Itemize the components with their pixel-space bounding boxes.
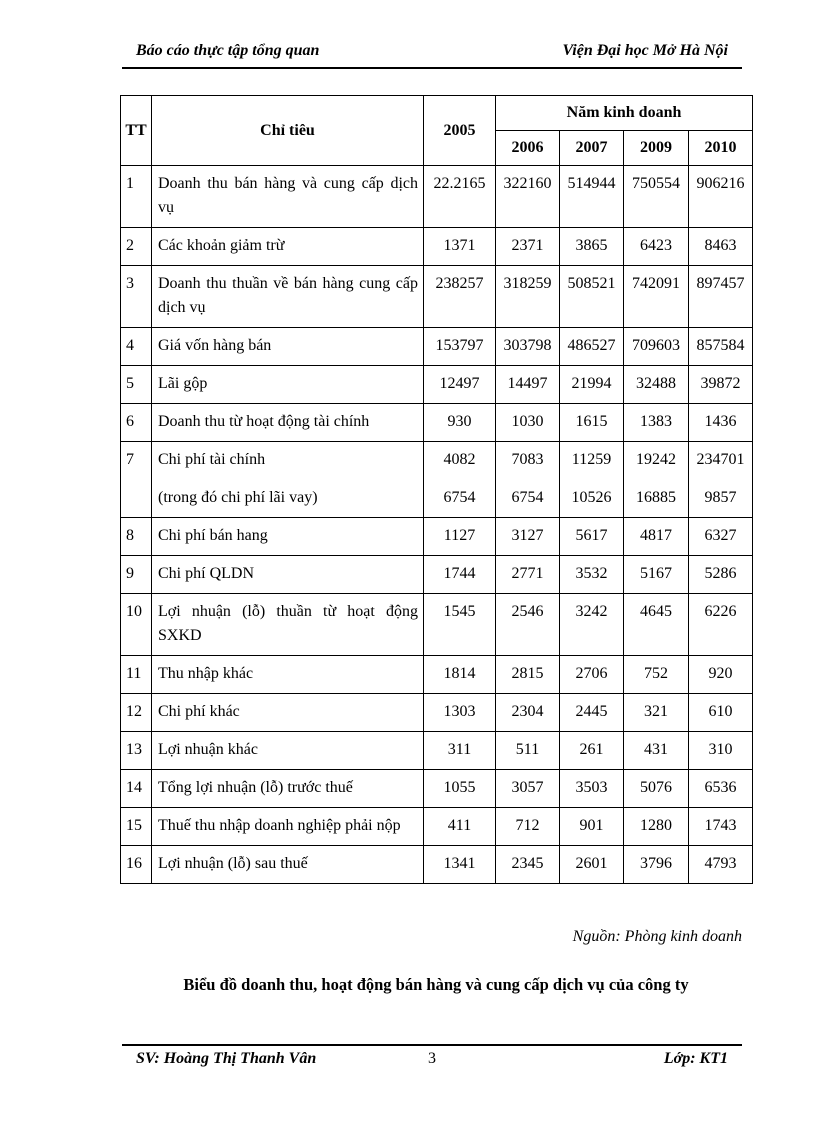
- row-number-cell: 11: [121, 656, 152, 694]
- indicator-label: Lợi nhuận (lỗ) sau thuế: [158, 855, 308, 872]
- value-cell: [689, 518, 753, 556]
- value: 22.2165: [433, 175, 486, 192]
- indicator-cell: [152, 846, 424, 884]
- row-number-cell: 6: [121, 404, 152, 442]
- value-cell: [424, 770, 496, 808]
- indicator-cell: [152, 594, 424, 656]
- value: 2815: [511, 665, 544, 682]
- row-number-cell: 4: [121, 328, 152, 366]
- value-cell: [496, 594, 560, 656]
- value: 901: [579, 817, 604, 834]
- secondary-value: 6754: [443, 489, 476, 506]
- indicator-label: Doanh thu bán hàng và cung cấp dịch vụ: [158, 175, 418, 216]
- column-header-year: 2007: [560, 131, 624, 166]
- secondary-value: 6754: [511, 489, 544, 506]
- value-cell: [560, 846, 624, 884]
- value: 750554: [632, 175, 680, 192]
- table-row: [121, 518, 753, 556]
- row-number-cell: 3: [121, 266, 152, 328]
- value: 310: [708, 741, 733, 758]
- value-cell: [496, 808, 560, 846]
- value-cell: [689, 366, 753, 404]
- value-cell: [496, 732, 560, 770]
- table-row: [121, 166, 753, 228]
- value: 2445: [575, 703, 608, 720]
- value-cell: [560, 656, 624, 694]
- value: 514944: [567, 175, 616, 192]
- value-cell: [689, 166, 753, 228]
- value-cell: [624, 694, 689, 732]
- indicator-cell: [152, 656, 424, 694]
- value-cell: [624, 366, 689, 404]
- indicator-label: Các khoản giảm trừ: [158, 237, 285, 254]
- value-cell: [560, 518, 624, 556]
- value-cell: [624, 404, 689, 442]
- row-number-cell: 2: [121, 228, 152, 266]
- column-header-year: 2009: [624, 131, 689, 166]
- table-row: [121, 556, 753, 594]
- value-cell: [496, 694, 560, 732]
- table-row: [121, 366, 753, 404]
- value-cell: [624, 808, 689, 846]
- column-header-nam-kinh-doanh: Năm kinh doanh: [496, 96, 753, 131]
- indicator-cell: [152, 442, 424, 518]
- indicator-label: Lợi nhuận khác: [158, 741, 258, 758]
- row-number-cell: 12: [121, 694, 152, 732]
- value: 1341: [443, 855, 476, 872]
- value-cell: [424, 732, 496, 770]
- value: 3127: [511, 527, 544, 544]
- value: 2601: [575, 855, 608, 872]
- value: 14497: [507, 375, 548, 392]
- indicator-cell: [152, 266, 424, 328]
- value: 1127: [443, 527, 476, 544]
- row-number-cell: 10: [121, 594, 152, 656]
- indicator-cell: [152, 518, 424, 556]
- value: 234701: [696, 451, 745, 468]
- value-cell: [496, 266, 560, 328]
- table-header-row-1: [121, 96, 753, 131]
- row-number-cell: 16: [121, 846, 152, 884]
- value-cell: [560, 266, 624, 328]
- value: 709603: [632, 337, 680, 354]
- indicator-label: Tổng lợi nhuận (lỗ) trước thuế: [158, 779, 353, 796]
- value: 486527: [567, 337, 616, 354]
- value-cell: [624, 228, 689, 266]
- value: 1030: [511, 413, 544, 430]
- indicator-label: Thuế thu nhập doanh nghiệp phải nộp: [158, 817, 401, 834]
- value-cell: [624, 732, 689, 770]
- value: 5076: [640, 779, 672, 796]
- table-row: [121, 228, 753, 266]
- indicator-cell: [152, 404, 424, 442]
- value: 4817: [640, 527, 672, 544]
- indicator-label: Doanh thu từ hoạt động tài chính: [158, 413, 370, 430]
- value-cell: [560, 808, 624, 846]
- value-cell: [624, 518, 689, 556]
- value-cell: [424, 518, 496, 556]
- value-cell: [624, 656, 689, 694]
- value-cell: [424, 366, 496, 404]
- value-cell: [624, 442, 689, 518]
- table-row: [121, 266, 753, 328]
- value-cell: [496, 556, 560, 594]
- value-cell: [424, 656, 496, 694]
- value-cell: [560, 404, 624, 442]
- value: 1055: [443, 779, 476, 796]
- value-cell: [496, 228, 560, 266]
- value: 2304: [511, 703, 544, 720]
- column-header-year: 2010: [689, 131, 753, 166]
- indicator-label: Chi phí bán hang: [158, 527, 268, 544]
- value: 2546: [511, 603, 544, 620]
- indicator-cell: [152, 770, 424, 808]
- value: 3503: [575, 779, 608, 796]
- value-cell: [689, 808, 753, 846]
- value-cell: [496, 518, 560, 556]
- value: 6327: [704, 527, 737, 544]
- indicator-sublabel: (trong đó chi phí lãi vay): [158, 489, 318, 506]
- value-cell: [560, 228, 624, 266]
- value: 39872: [700, 375, 741, 392]
- value-cell: [560, 694, 624, 732]
- indicator-label: Doanh thu thuần về bán hàng cung cấp dịch vụ: [158, 275, 418, 316]
- value-cell: [624, 556, 689, 594]
- value-cell: [560, 770, 624, 808]
- value: 238257: [435, 275, 484, 292]
- value-cell: [624, 266, 689, 328]
- value-cell: [496, 770, 560, 808]
- value: 5167: [640, 565, 672, 582]
- value: 508521: [567, 275, 616, 292]
- value: 12497: [439, 375, 480, 392]
- column-header-year: 2006: [496, 131, 560, 166]
- value-cell: [560, 166, 624, 228]
- value: 19242: [636, 451, 676, 468]
- table-row: [121, 770, 753, 808]
- value-cell: [496, 404, 560, 442]
- indicator-cell: [152, 328, 424, 366]
- value: 3532: [575, 565, 608, 582]
- value: 1303: [443, 703, 476, 720]
- value-cell: [689, 556, 753, 594]
- row-number-cell: 5: [121, 366, 152, 404]
- row-number-cell: 14: [121, 770, 152, 808]
- value-cell: [624, 846, 689, 884]
- value-cell: [689, 732, 753, 770]
- value-cell: [689, 228, 753, 266]
- table-row: [121, 328, 753, 366]
- value-cell: [624, 166, 689, 228]
- secondary-value: 16885: [636, 489, 676, 506]
- secondary-value: 10526: [571, 489, 612, 506]
- value: 261: [579, 741, 604, 758]
- row-number-cell: 13: [121, 732, 152, 770]
- value: 712: [515, 817, 540, 834]
- value-cell: [689, 656, 753, 694]
- row-number-cell: 7: [121, 442, 152, 518]
- value: 4793: [704, 855, 737, 872]
- value: 5286: [704, 565, 737, 582]
- value: 1545: [443, 603, 476, 620]
- indicator-cell: [152, 808, 424, 846]
- value-cell: [560, 442, 624, 518]
- financial-table: [120, 95, 753, 884]
- value: 11259: [571, 451, 612, 468]
- value-cell: [424, 228, 496, 266]
- value-cell: [424, 556, 496, 594]
- table-row: [121, 694, 753, 732]
- value: 3242: [575, 603, 608, 620]
- secondary-value: 9857: [704, 489, 737, 506]
- value: 318259: [503, 275, 552, 292]
- table-row: [121, 442, 753, 518]
- row-number-cell: 1: [121, 166, 152, 228]
- value: 1743: [704, 817, 737, 834]
- value-cell: [496, 846, 560, 884]
- indicator-cell: [152, 228, 424, 266]
- table-row: [121, 808, 753, 846]
- value-cell: [689, 594, 753, 656]
- value: 6423: [640, 237, 672, 254]
- value-cell: [689, 442, 753, 518]
- page-footer: [122, 1044, 742, 1068]
- value: 21994: [571, 375, 612, 392]
- value: 431: [644, 741, 668, 758]
- value-cell: [424, 694, 496, 732]
- indicator-cell: [152, 732, 424, 770]
- value: 1615: [575, 413, 608, 430]
- value: 2345: [511, 855, 544, 872]
- footer-class: Lớp: KT1: [663, 1050, 728, 1067]
- indicator-cell: [152, 556, 424, 594]
- value-cell: [689, 694, 753, 732]
- value: 511: [515, 741, 540, 758]
- value: 322160: [503, 175, 552, 192]
- value: 742091: [632, 275, 680, 292]
- value: 6226: [704, 603, 737, 620]
- value-cell: [560, 366, 624, 404]
- value: 906216: [696, 175, 745, 192]
- value-cell: [560, 328, 624, 366]
- value: 2771: [511, 565, 544, 582]
- value-cell: [424, 328, 496, 366]
- value: 3796: [640, 855, 672, 872]
- value: 752: [644, 665, 668, 682]
- column-header-2005: 2005: [424, 96, 496, 166]
- value-cell: [424, 404, 496, 442]
- value: 4645: [640, 603, 672, 620]
- value: 7083: [511, 451, 544, 468]
- value-cell: [424, 166, 496, 228]
- value: 3057: [511, 779, 544, 796]
- indicator-label: Lợi nhuận (lỗ) thuần từ hoạt động SXKD: [158, 603, 418, 644]
- row-number-cell: 8: [121, 518, 152, 556]
- value: 897457: [696, 275, 745, 292]
- page-header: [122, 42, 742, 69]
- footer-page-number: 3: [428, 1050, 436, 1067]
- indicator-label: Lãi gộp: [158, 375, 208, 392]
- table-body: [121, 166, 753, 884]
- value-cell: [560, 556, 624, 594]
- row-number-cell: 15: [121, 808, 152, 846]
- table-header: [121, 96, 753, 166]
- value: 857584: [696, 337, 745, 354]
- table-row: [121, 404, 753, 442]
- value: 610: [708, 703, 733, 720]
- value: 321: [644, 703, 668, 720]
- indicator-cell: [152, 366, 424, 404]
- value: 32488: [636, 375, 676, 392]
- value-cell: [496, 328, 560, 366]
- column-header-chi-tieu: Chỉ tiêu: [152, 96, 424, 166]
- footer-student-name: SV: Hoàng Thị Thanh Vân: [136, 1050, 317, 1067]
- value-cell: [624, 770, 689, 808]
- value: 1383: [640, 413, 672, 430]
- value: 1436: [704, 413, 737, 430]
- indicator-label: Giá vốn hàng bán: [158, 337, 272, 354]
- value-cell: [689, 266, 753, 328]
- value: 920: [708, 665, 733, 682]
- value: 1814: [443, 665, 476, 682]
- value: 1371: [443, 237, 476, 254]
- chart-caption: Biểu đồ doanh thu, hoạt động bán hàng và cung cấp dịch vụ của công ty: [183, 975, 689, 994]
- indicator-label: Thu nhập khác: [158, 665, 254, 682]
- source-note: Nguồn: Phòng kinh doanh: [572, 928, 742, 945]
- value-cell: [689, 770, 753, 808]
- value-cell: [424, 442, 496, 518]
- value: 3865: [575, 237, 608, 254]
- value-cell: [424, 266, 496, 328]
- value: 6536: [704, 779, 737, 796]
- table-row: [121, 732, 753, 770]
- value-cell: [496, 656, 560, 694]
- table-row: [121, 656, 753, 694]
- value-cell: [689, 846, 753, 884]
- indicator-label: Chi phí khác: [158, 703, 240, 720]
- value-cell: [560, 594, 624, 656]
- value-cell: [624, 594, 689, 656]
- table-row: [121, 594, 753, 656]
- indicator-label: Chi phí QLDN: [158, 565, 254, 582]
- value-cell: [496, 442, 560, 518]
- value: 303798: [503, 337, 552, 354]
- value: 1744: [443, 565, 476, 582]
- value: 8463: [704, 237, 737, 254]
- table-row: [121, 846, 753, 884]
- value-cell: [496, 166, 560, 228]
- value-cell: [624, 328, 689, 366]
- header-left-title: Báo cáo thực tập tổng quan: [136, 42, 320, 59]
- value: 1280: [640, 817, 672, 834]
- value: 411: [447, 817, 472, 834]
- value: 5617: [575, 527, 608, 544]
- value-cell: [424, 808, 496, 846]
- indicator-cell: [152, 694, 424, 732]
- row-number-cell: 9: [121, 556, 152, 594]
- value: 2371: [511, 237, 544, 254]
- value: 2706: [575, 665, 608, 682]
- value-cell: [689, 404, 753, 442]
- value-cell: [424, 846, 496, 884]
- value: 153797: [435, 337, 484, 354]
- value-cell: [560, 732, 624, 770]
- value: 4082: [443, 451, 476, 468]
- value-cell: [496, 366, 560, 404]
- indicator-cell: [152, 166, 424, 228]
- header-right-title: Viện Đại học Mở Hà Nội: [562, 42, 728, 59]
- value: 311: [447, 741, 472, 758]
- value-cell: [424, 594, 496, 656]
- value: 930: [447, 413, 472, 430]
- column-header-tt: TT: [121, 96, 152, 166]
- value-cell: [689, 328, 753, 366]
- indicator-label: Chi phí tài chính: [158, 451, 266, 468]
